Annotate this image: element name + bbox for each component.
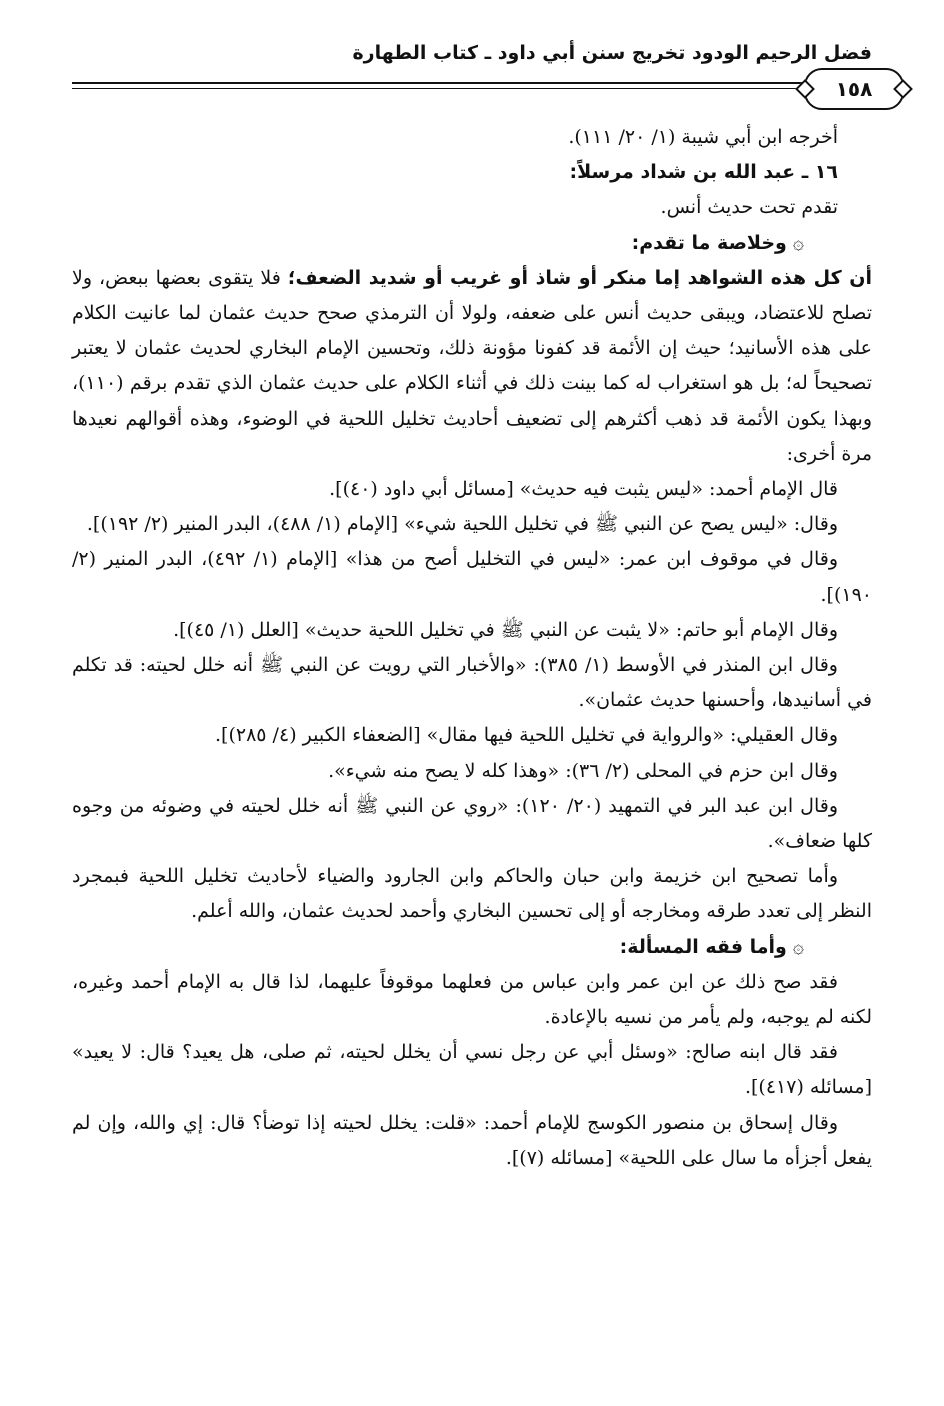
paragraph-3: تقدم تحت حديث أنس.	[660, 196, 838, 219]
quote-uqayli: وقال العقيلي: «والرواية في تخليل اللحية فيها مقال» [الضعفاء الكبير (٤/ ٢٨٥)].	[215, 724, 838, 747]
quote-ibn-hazm: وقال ابن حزم في المحلى (٢/ ٣٦): «وهذا كله لا يصح منه شيء».	[328, 759, 838, 782]
paragraph-fiqh: فقد صح ذلك عن ابن عمر وابن عباس من فعلهما موقوفاً عليهما، لذا قال به الإمام أحمد وغيره، لكنه لم يوجبه، ولم يأمر من نسيه بالإعادة.	[72, 970, 872, 1029]
summary-heading	[72, 226, 872, 261]
quote-ibn-almundhir: وقال ابن المنذر في الأوسط (١/ ٣٨٥): «والأخبار التي رويت عن النبي ﷺ أنه خلل لحيته: قد تكلم في أسانيدها، وأحسنها حديث عثمان».	[72, 654, 872, 712]
summary-lead: أن كل هذه الشواهد إما منكر أو شاذ أو غريب أو شديد الضعف؛	[287, 266, 872, 289]
summary-heading-text: وخلاصة ما تقدم:	[631, 231, 787, 254]
quote-abu-hatim: وقال الإمام أبو حاتم: «لا يثبت عن النبي ﷺ في تخليل اللحية حديث» [العلل (١/ ٤٥)].	[173, 618, 838, 641]
paragraph-1: أخرجه ابن أبي شيبة (١/ ٢٠/ ١١١).	[568, 126, 838, 148]
quote-ahmad: قال الإمام أحمد: «ليس يثبت فيه حديث» [مسائل أبي داود (٤٠)].	[329, 478, 838, 501]
summary-body: فلا يتقوى بعضها ببعض، ولا تصلح للاعتضاد، ويبقى حديث أنس على ضعفه، ولولا أن الترمذي صحح حديث عثمان لما عانيت الكلام على هذه الأسانيد؛ حيث إن الأئمة قد كفونا مؤونة ذلك، وتحسين الإمام البخاري لحديث عثمان لا يعتبر تصحيحاً له؛ بل هو استغراب له كما بينت ذلك في أثناء الكلام على حديث عثمان الذي تقدم برقم (١١٠)، وبهذا يكون الأئمة قد ذهب أكثرهم إلى تضعيف أحاديث تخليل اللحية في الوضوء، وهذه أقوالهم نعيدها مرة أخرى:	[72, 266, 872, 465]
section-heading-16: ١٦ ـ عبد الله بن شداد مرسلاً:	[569, 161, 838, 184]
fiqh-heading-text: وأما فقه المسألة:	[619, 935, 787, 958]
paragraph-corrections: وأما تصحيح ابن خزيمة وابن حبان والحاكم وابن الجارود والضياء لأحاديث تخليل اللحية فبمجرد النظر إلى تعدد طرقه ومخارجه أو إلى تحسين البخاري وأحمد لحديث عثمان، والله أعلم.	[72, 865, 872, 923]
quote-ibn-abdalbarr: وقال ابن عبد البر في التمهيد (٢٠/ ١٢٠): «روي عن النبي ﷺ أنه خلل لحيته في وضوئه من وجوه كلها ضعاف».	[72, 794, 872, 853]
header-rule-thick	[72, 82, 872, 84]
summary-paragraph	[72, 261, 872, 472]
flower-marker-icon: ۞	[792, 231, 804, 254]
header-rule-thin	[72, 88, 872, 89]
page-body	[72, 120, 872, 1176]
header-rule	[72, 78, 872, 96]
page-number-badge	[804, 68, 904, 110]
page-number: ١٥٨	[835, 77, 873, 101]
running-title: فضل الرحيم الودود تخريج سنن أبي داود ـ كتاب الطهارة	[352, 42, 872, 64]
quote-ishaq: وقال إسحاق بن منصور الكوسج للإمام أحمد: «قلت: يخلل لحيته إذا توضأ؟ قال: إي والله، وإن لم يفعل أجزأه ما سال على اللحية» [مسائله (٧)].	[72, 1111, 872, 1169]
quote-ahmad-2: وقال: «ليس يصح عن النبي ﷺ في تخليل اللحية شيء» [الإمام (١/ ٤٨٨)، البدر المنير (٢/ ١٩٢)].	[86, 513, 838, 536]
flower-marker-icon: ۞	[792, 935, 804, 958]
page-header	[72, 40, 872, 80]
quote-salih: فقد قال ابنه صالح: «وسئل أبي عن رجل نسي أن يخلل لحيته، ثم صلى، هل يعيد؟ قال: لا يعيد» [مسائله (٤١٧)].	[72, 1041, 872, 1099]
quote-ibn-umar: وقال في موقوف ابن عمر: «ليس في التخليل أصح من هذا» [الإمام (١/ ٤٩٢)، البدر المنير (٢/ ١٩٠)].	[72, 548, 872, 606]
fiqh-heading	[72, 930, 872, 965]
